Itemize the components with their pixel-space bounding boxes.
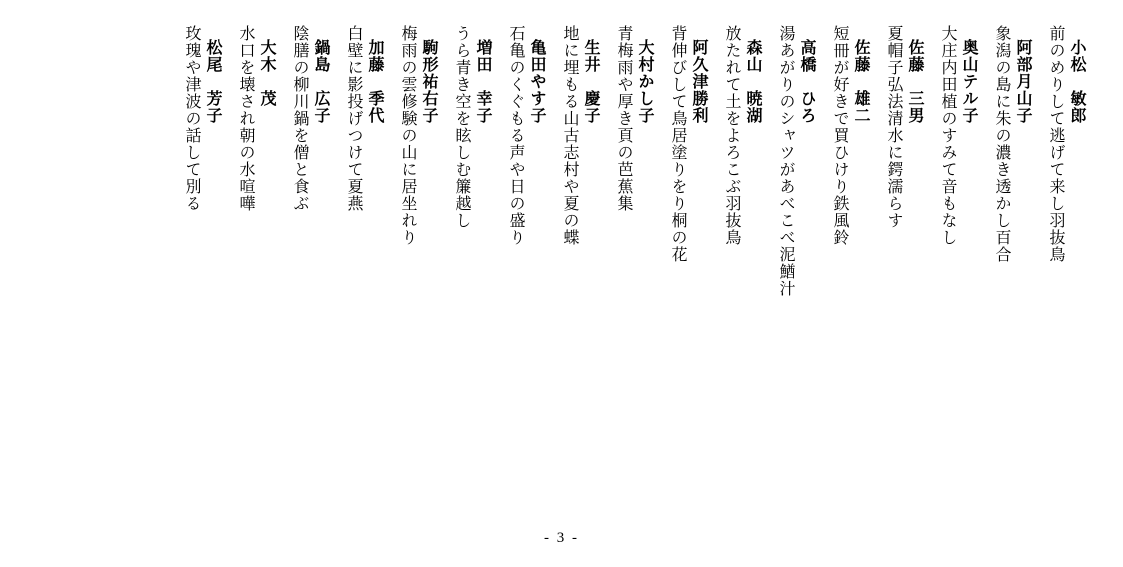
haiku-entry bbox=[722, 25, 764, 246]
poet-name: 鍋島 広子 bbox=[312, 39, 331, 124]
haiku-entry bbox=[830, 25, 872, 246]
haiku-text: 梅雨の雲修験の山に居坐れり bbox=[399, 25, 418, 246]
haiku-entry bbox=[236, 25, 278, 212]
haiku-entry bbox=[1046, 25, 1088, 263]
haiku-entry bbox=[614, 25, 656, 212]
haiku-entry bbox=[290, 25, 332, 212]
haiku-text: 短冊が好きで買ひけり鉄風鈴 bbox=[831, 25, 850, 246]
haiku-text: 白壁に影投げつけて夏燕 bbox=[345, 25, 364, 212]
haiku-entry bbox=[560, 25, 602, 246]
haiku-entry bbox=[398, 25, 440, 246]
poet-name: 増田 幸子 bbox=[474, 39, 493, 124]
poet-name: 大村かし子 bbox=[636, 39, 655, 124]
poet-name: 大木 茂 bbox=[258, 39, 277, 107]
haiku-text: 地に埋もる山古志村や夏の蝶 bbox=[561, 25, 580, 246]
page-number: - 3 - bbox=[544, 530, 579, 546]
haiku-text: 湯あがりのシャツがあべこべ泥鰌汁 bbox=[777, 25, 796, 297]
poet-name: 駒形祐右子 bbox=[420, 39, 439, 124]
haiku-text: 前のめりして逃げて来し羽抜鳥 bbox=[1047, 25, 1066, 263]
haiku-entry bbox=[992, 25, 1034, 263]
haiku-entry bbox=[884, 25, 926, 229]
haiku-text: 夏帽子弘法清水に鍔濡らす bbox=[885, 25, 904, 229]
haiku-text: 陰膳の柳川鍋を僧と食ぶ bbox=[291, 25, 310, 212]
haiku-text: 背伸びして鳥居塗りをり桐の花 bbox=[669, 25, 688, 263]
poet-name: 森山 暁湖 bbox=[744, 39, 763, 124]
poet-name: 小松 敏郎 bbox=[1068, 39, 1087, 124]
poet-name: 加藤 季代 bbox=[366, 39, 385, 124]
poet-name: 阿部月山子 bbox=[1014, 39, 1033, 124]
poet-name: 佐藤 三男 bbox=[906, 39, 925, 124]
haiku-text: 象潟の島に朱の濃き透かし百合 bbox=[993, 25, 1012, 263]
poet-name: 松尾 芳子 bbox=[204, 39, 223, 124]
poet-name: 亀田やす子 bbox=[528, 39, 547, 124]
haiku-text: うら青き空を眩しむ簾越し bbox=[453, 25, 472, 229]
haiku-entry bbox=[938, 25, 980, 246]
haiku-entry bbox=[344, 25, 386, 212]
haiku-text: 水口を壊され朝の水喧嘩 bbox=[237, 25, 256, 212]
poet-name: 高橋 ひろ bbox=[798, 39, 817, 124]
poet-name: 阿久津勝利 bbox=[690, 39, 709, 124]
haiku-entry bbox=[668, 25, 710, 263]
haiku-entry bbox=[776, 25, 818, 297]
haiku-entry bbox=[182, 25, 224, 212]
poet-name: 奥山テル子 bbox=[960, 39, 979, 124]
haiku-text: 玫瑰や津波の話して別る bbox=[183, 25, 202, 212]
poet-name: 生井 慶子 bbox=[582, 39, 601, 124]
poet-name: 佐藤 雄二 bbox=[852, 39, 871, 124]
haiku-entry bbox=[506, 25, 548, 246]
haiku-entry bbox=[452, 25, 494, 229]
haiku-text: 石亀のくぐもる声や日の盛り bbox=[507, 25, 526, 246]
haiku-columns bbox=[170, 25, 1088, 297]
haiku-text: 大庄内田植のすみて音もなし bbox=[939, 25, 958, 246]
haiku-text: 青梅雨や厚き頁の芭蕉集 bbox=[615, 25, 634, 212]
haiku-text: 放たれて土をよろこぶ羽抜鳥 bbox=[723, 25, 742, 246]
